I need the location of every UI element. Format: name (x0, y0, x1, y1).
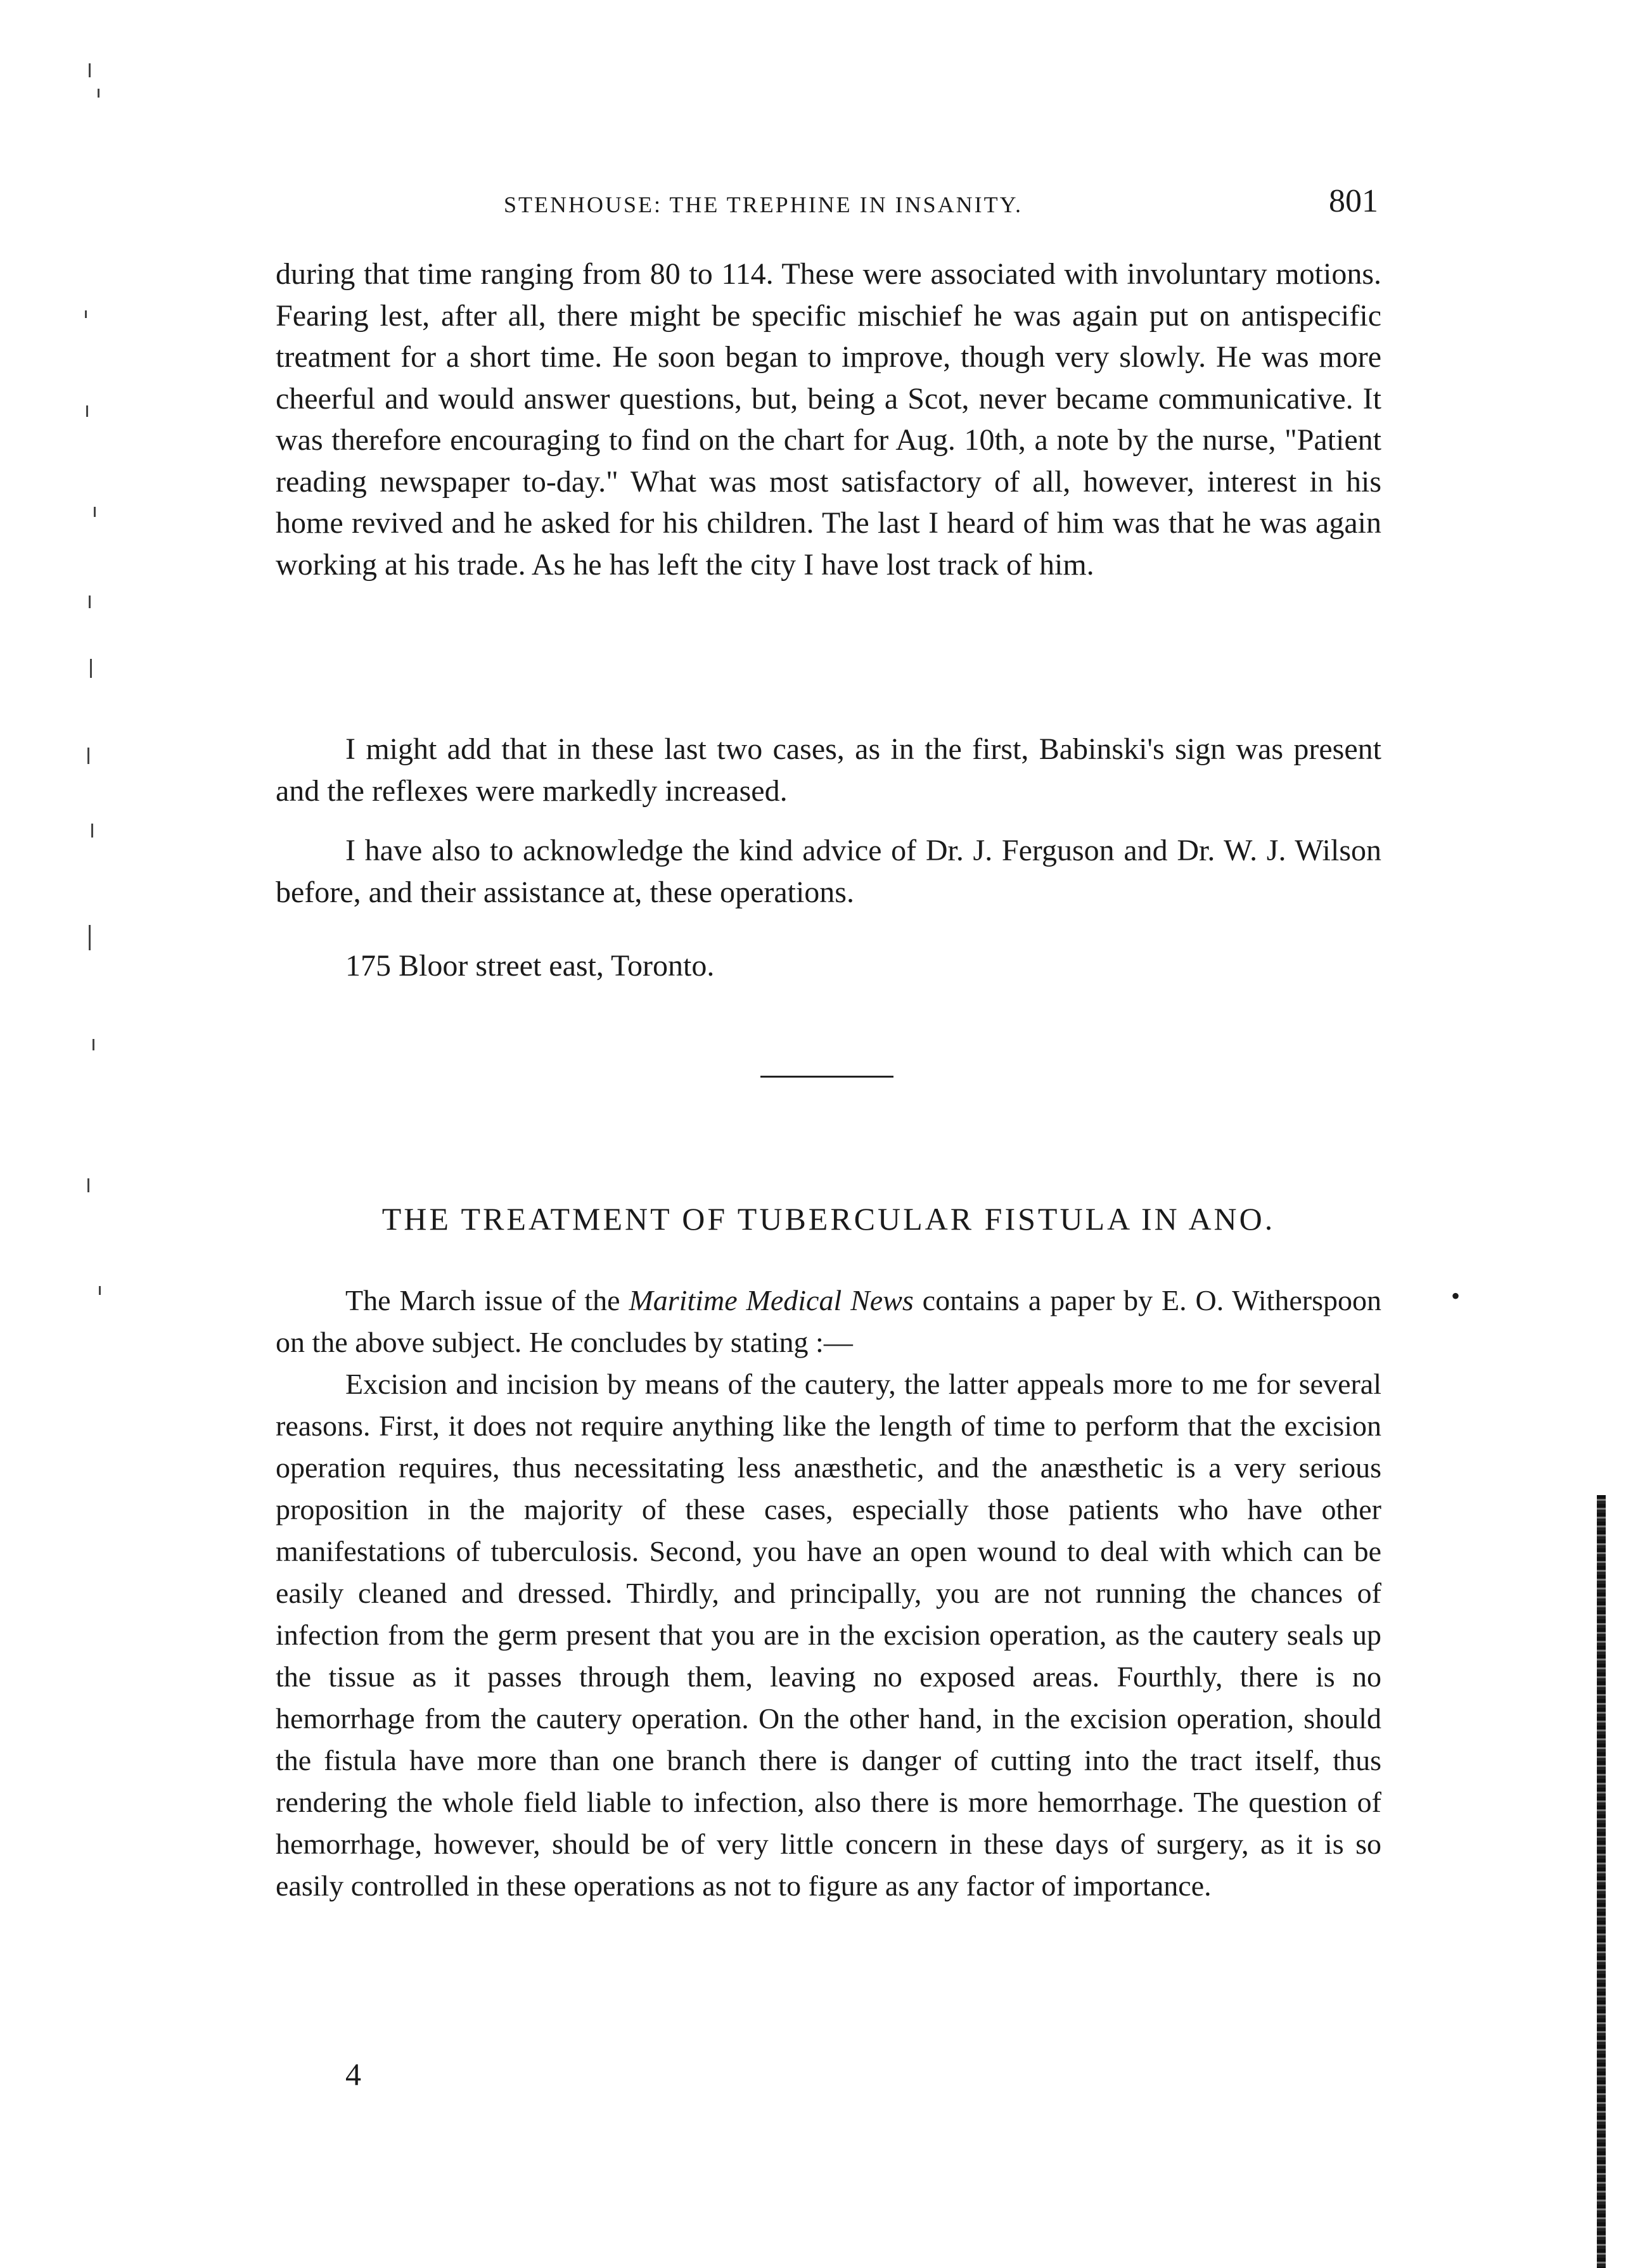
scan-edge-shadow (1597, 1495, 1606, 2268)
article-quote: Excision and incision by means of the cautery, the latter appeals more to me for several reasons. First, it does not require anything like the length of time to perform that the excision operation requires, thus necessitating less anæsthetic, and the anæsthetic is a very serious proposition in the majority of these cases, especially those patients who have other manifestations of tuberculosis. Second, you have an open wound to deal with which can be easily cleaned and dressed. Thirdly, and principally, you are not running the chances of infection from the germ present that you are in the excision operation, as the cautery seals up the tissue as it passes through them, leaving no exposed areas. Fourthly, there is no hemorrhage from the cautery operation. On the other hand, in the excision operation, should the fistula have more than one branch there is danger of cutting into the tract itself, thus rendering the whole field liable to infection, also there is more hemorrhage. The question of hemorrhage, however, should be of very little concern in these days of surgery, as it is so easily controlled in these operations as not to figure as any factor of importance. (276, 1368, 1381, 1902)
author-address: 175 Bloor street east, Toronto. (345, 949, 715, 983)
journal-name: Maritime Medical News (629, 1284, 914, 1316)
signature-mark: 4 (345, 2056, 361, 2092)
continued-paragraph: during that time ranging from 80 to 114. These were associated with involuntary motions. Fearing lest, after all, there might be specific mischief he was again put on antispecific treatment for a short time. He soon began to improve, though very slowly. He was more cheerful and would answer questions, but, being a Scot, never became communicative. It was therefore encouraging to find on the chart for Aug. 10th, a note by the nurse, "Patient reading newspaper to-day." What was most satisfactory of all, however, interest in his home revived and he asked for his children. The last I heard of him was that he was again working at his trade. As he has left the city I have lost track of him. (276, 257, 1381, 582)
section-divider (760, 1076, 893, 1078)
scan-margin-marks (76, 51, 114, 1381)
article-title: THE TREATMENT OF TUBERCULAR FISTULA IN ANO. (381, 1201, 1276, 1237)
margin-dot: • (1451, 1282, 1461, 1310)
running-title: STENHOUSE: THE TREPHINE IN INSANITY. (504, 192, 1023, 217)
intro-text-start: The March issue of the (345, 1284, 629, 1316)
article-intro (276, 1280, 1381, 1363)
running-head (276, 182, 1378, 220)
babinski-paragraph: I might add that in these last two cases, as in the first, Babinski's sign was present and the reflexes were markedly increased. (276, 732, 1381, 808)
intro-text-end: contains a paper by E. O. Witherspoon on the above subject. He concludes by stating :— (276, 1284, 1382, 1358)
acknowledgement-paragraph: I have also to acknowledge the kind advice of Dr. J. Ferguson and Dr. W. J. Wilson before, and their assistance at, these operations. (276, 834, 1381, 909)
page-number: 801 (1329, 183, 1378, 219)
